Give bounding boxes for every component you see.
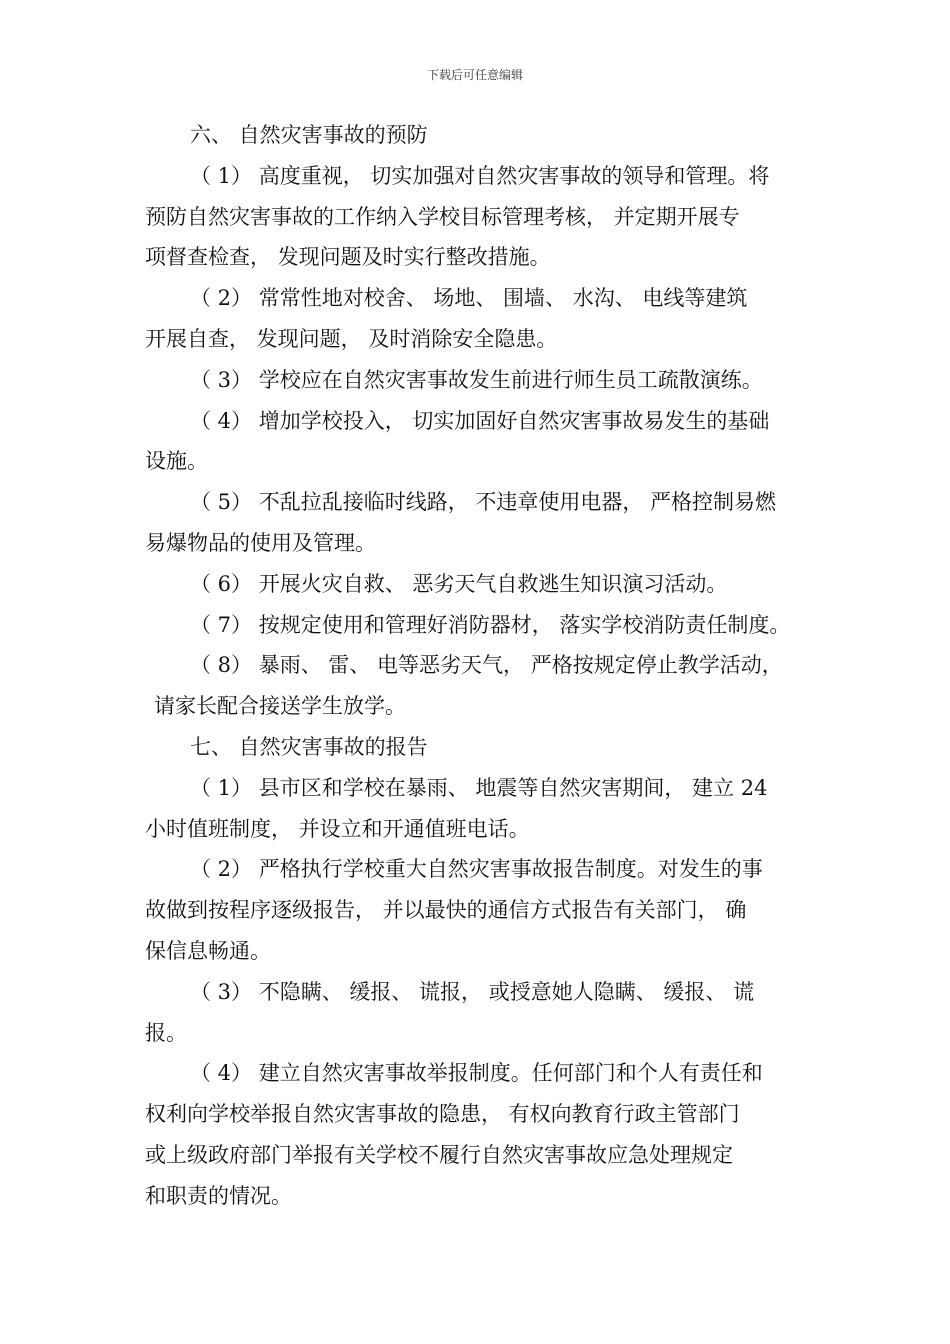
- paragraph-line: （ 4） 增加学校投入， 切实加固好自然灾害事故易发生的基础: [190, 408, 770, 433]
- paragraph-line: （ 1） 县市区和学校在暴雨、 地震等自然灾害期间， 建立 24: [190, 775, 768, 800]
- paragraph-line: 权利向学校举报自然灾害事故的隐患， 有权向教育行政主管部门: [145, 1102, 740, 1127]
- paragraph-line: 故做到按程序逐级报告， 并以最快的通信方式报告有关部门， 确: [145, 898, 747, 923]
- paragraph-line: （ 7） 按规定使用和管理好消防器材， 落实学校消防责任制度。: [190, 612, 791, 637]
- paragraph-line: （ 4） 建立自然灾害事故举报制度。任何部门和个人有责任和: [190, 1061, 763, 1086]
- paragraph-line: （ 1） 高度重视， 切实加强对自然灾害事故的领导和管理。将: [190, 163, 770, 188]
- paragraph-line: 预防自然灾害事故的工作纳入学校目标管理考核， 并定期开展专: [145, 204, 740, 229]
- paragraph-line: 报。: [145, 1020, 187, 1045]
- section-heading-prevention: 六、 自然灾害事故的预防: [190, 123, 428, 147]
- paragraph-line: 小时值班制度， 并设立和开通值班电话。: [145, 816, 530, 841]
- document-body: [145, 115, 825, 1217]
- paragraph-line: 请家长配合接送学生放学。: [154, 694, 406, 719]
- paragraph-line: 和职责的情况。: [145, 1183, 292, 1208]
- section-heading-report: 七、 自然灾害事故的报告: [190, 734, 428, 759]
- paragraph-line: （ 3） 学校应在自然灾害事故发生前进行师生员工疏散演练。: [190, 367, 763, 392]
- paragraph-line: 开展自查， 发现问题， 及时消除安全隐患。: [145, 326, 558, 351]
- paragraph-line: （ 2） 严格执行学校重大自然灾害事故报告制度。对发生的事: [190, 857, 763, 882]
- page-header-note: 下载后可任意编辑: [426, 68, 523, 82]
- paragraph-line: （ 2） 常常性地对校舍、 场地、 围墙、 水沟、 电线等建筑: [190, 286, 748, 311]
- paragraph-line: 保信息畅通。: [145, 938, 271, 963]
- paragraph-line: 项督查检查， 发现问题及时实行整改措施。: [145, 245, 551, 270]
- paragraph-line: （ 5） 不乱拉乱接临时线路， 不违章使用电器， 严格控制易燃: [190, 490, 777, 515]
- paragraph-line: （ 8） 暴雨、 雷、 电等恶劣天气， 严格按规定停止教学活动，: [190, 653, 783, 678]
- paragraph-line: （ 3） 不隐瞒、 缓报、 谎报， 或授意她人隐瞒、 缓报、 谎: [190, 979, 755, 1004]
- paragraph-line: 易爆物品的使用及管理。: [145, 530, 376, 555]
- paragraph-line: 或上级政府部门举报有关学校不履行自然灾害事故应急处理规定: [145, 1142, 733, 1167]
- paragraph-line: （ 6） 开展火灾自救、 恶劣天气自救逃生知识演习活动。: [190, 571, 728, 596]
- paragraph-line: 设施。: [145, 449, 208, 474]
